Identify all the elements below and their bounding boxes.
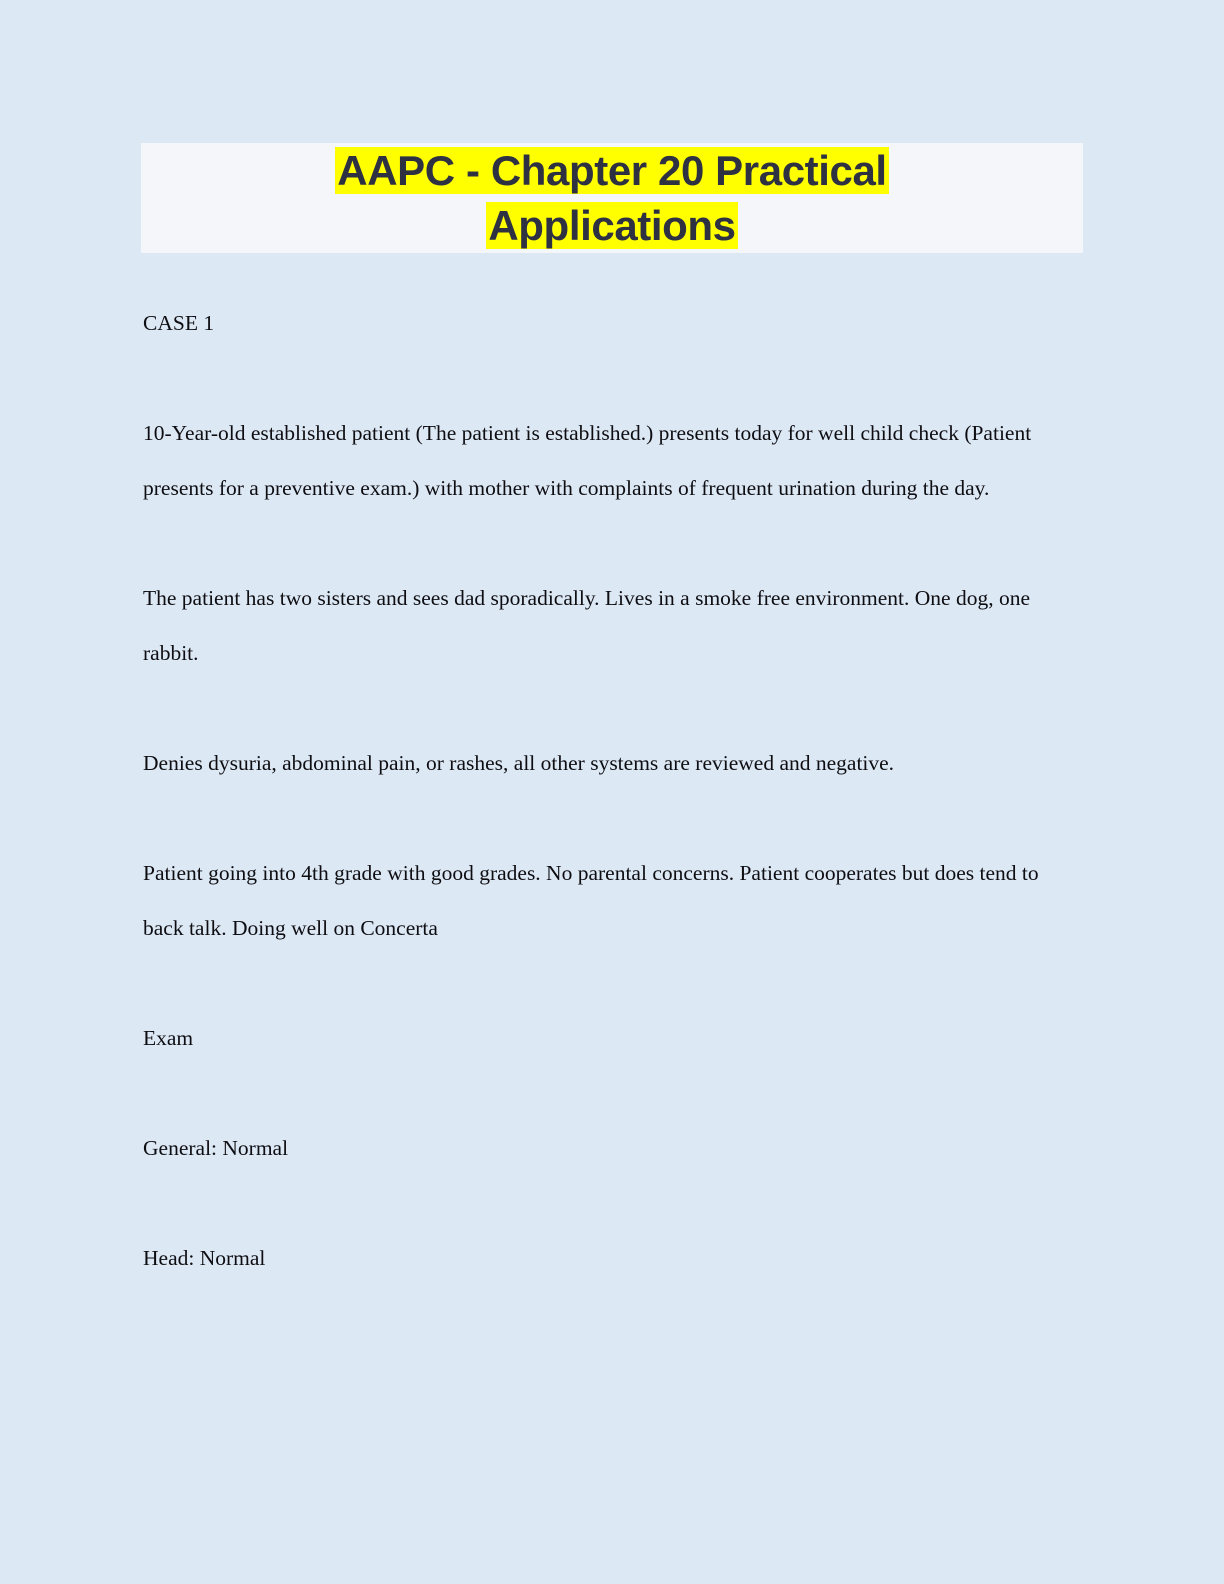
document-body: [143, 296, 1078, 1286]
case-label: CASE 1: [143, 311, 215, 335]
exam-general: General: Normal: [143, 1136, 289, 1160]
page-title-line-1: [141, 143, 1083, 198]
exam-heading: Exam: [143, 1026, 194, 1050]
paragraph-developmental-history: Patient going into 4th grade with good grades. No parental concerns. Patient cooperates but does tend to back talk. Doing well on Concerta: [143, 861, 1039, 940]
title-highlight-line-2: Applications: [488, 202, 736, 249]
page-title-line-2: [141, 198, 1083, 253]
title-highlight-line-1: AAPC - Chapter 20 Practical: [337, 147, 887, 194]
title-banner: [141, 143, 1083, 253]
paragraph-social-history: The patient has two sisters and sees dad sporadically. Lives in a smoke free environment. One dog, one rabbit.: [143, 586, 1031, 665]
page-title: [141, 143, 1083, 253]
paragraph-review-of-systems: Denies dysuria, abdominal pain, or rashes, all other systems are reviewed and negative.: [143, 751, 895, 775]
exam-head: Head: Normal: [143, 1246, 266, 1270]
paragraph-history-of-present-illness: 10-Year-old established patient (The patient is established.) presents today for well child check (Patient presents for a preventive exam.) with mother with complaints of frequent urination during the day.: [143, 421, 1032, 500]
